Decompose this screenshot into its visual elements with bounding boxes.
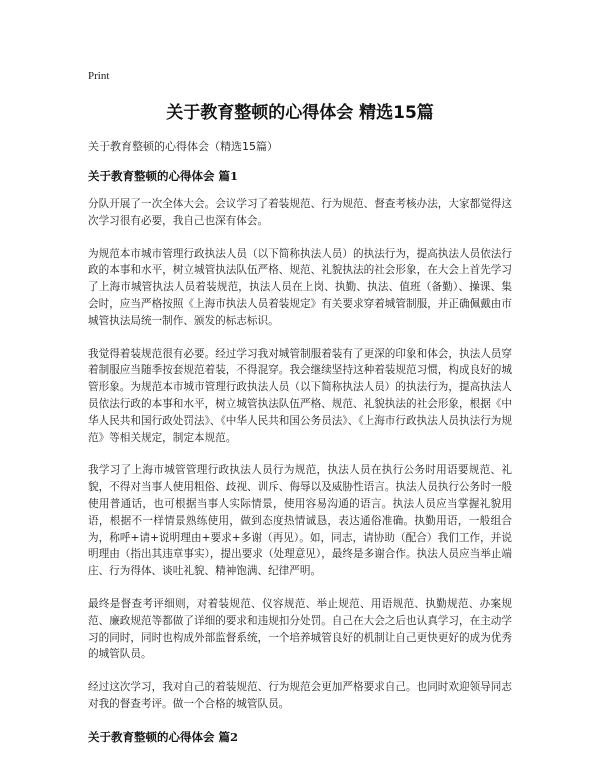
paragraph: 最终是督查考评细则，对着装规范、仪容规范、举止规范、用语规范、执勤规范、办案规范、廉政规范等都做了详细的要求和违规扣分处罚。自己在大会之后也认真学习，在主动学习的同时，同时也构成外部监督系统，一个培养城管良好的机制让自己更快更好的成为优秀的城管队员。 [88,597,512,661]
section-heading-1: 关于教育整顿的心得体会 篇1 [88,169,239,183]
paragraph: 分队开展了一次全体大会。会议学习了着装规范、行为规范、督查考核办法，大家都觉得这次学习很有必要，我自己也深有体会。 [88,198,512,227]
paragraph: 我觉得着装规范很有必要。经过学习我对城管制服着装有了更深的印象和体会，执法人员穿着制服应当随季按套规范着装，不得混穿。我会继续坚持这种着装规范习惯，构成良好的城管形象。为规范本市城市管理行政执法人员（以下简称执法人员）的执法行为，提高执法人员依法行政的本事和水平，树立城管执法队伍严格、规范、礼貌执法的社会形象，根据《中华人民共和国行政处罚法》、《中华人民共和国公务员法》、《上海市行政执法人员执法行为规范》等相关规定，制定本规范。 [88,347,512,444]
paragraph: 为规范本市城市管理行政执法人员（以下简称执法人员）的执法行为，提高执法人员依法行政的本事和水平，树立城管执法队伍严格、规范、礼貌执法的社会形象，在大会上首先学习了上海市城管执法人员着装规范，执法人员在上岗、执勤、执法、值班（备勤）、操课、集会时，应当严格按照《上海市执法人员着装规定》有关要求穿着城管制服，并正确佩戴由市城管执法局统一制作、颁发的标志标识。 [88,247,512,327]
section-heading-2: 关于教育整顿的心得体会 篇2 [88,729,239,744]
document-title: 关于教育整顿的心得体会 精选15篇 [166,103,434,123]
print-label: Print [88,70,110,82]
document-subtitle: 关于教育整顿的心得体会（精选15篇） [88,140,278,153]
paragraph: 经过这次学习，我对自己的着装规范、行为规范会更加严格要求自己。也同时欢迎领导同志对我的督查考评。做一个合格的城管队员。 [88,681,512,710]
paragraph: 我学习了上海市城管管理行政执法人员行为规范，执法人员在执行公务时用语要规范、礼貌，不得对当事人使用粗俗、歧视、训斥、侮辱以及威胁性语言。执法人员执行公务时一般使用普通话，也可根据当事人实际情景，使用容易沟通的语言。执法人员应当掌握礼貌用语，根据不一样情景熟练使用，做到态度热情诚恳，表达通俗准确。执勤用语，一般组合为，称呼+请+说明理由+要求+多谢（再见）。如，同志，请协助（配合）我们工作，并说明理由（指出其违章事实），提出要求（处理意见），最终是多谢合作。执法人员应当举止端庄、行为得体、谈吐礼貌、精神饱满、纪律严明。 [88,464,512,578]
